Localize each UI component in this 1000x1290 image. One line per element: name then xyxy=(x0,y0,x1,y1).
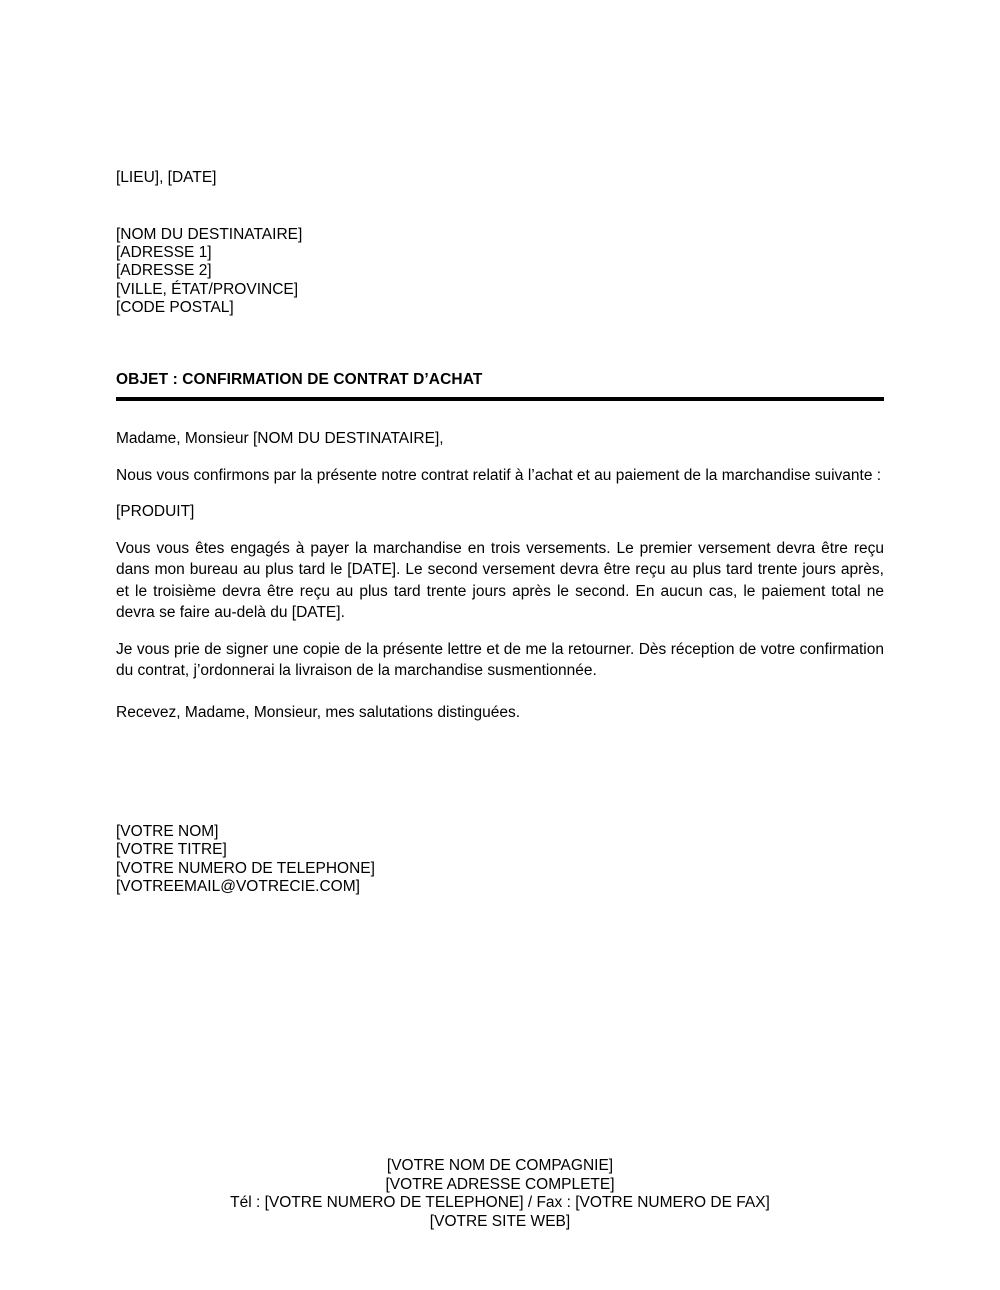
signature-phone: [VOTRE NUMERO DE TELEPHONE] xyxy=(116,859,375,877)
footer-website: [VOTRE SITE WEB] xyxy=(429,1212,571,1230)
body-paragraph-2: Vous vous êtes engagés à payer la marchandise en trois versements. Le premier versement devra être reçu dans mon bureau au plus tard le [DATE]. Le second versement devra être reçu au plus tard trente jours après, et le troisième devra être reçu au plus tard trente jours après le second. En aucun cas, le paiement total ne devra se faire au-delà du [DATE]. xyxy=(116,539,884,621)
signature-email: [VOTREEMAIL@VOTRECIE.COM] xyxy=(116,878,360,896)
body-salutation: Madame, Monsieur [NOM DU DESTINATAIRE], xyxy=(116,430,444,447)
signature-title: [VOTRE TITRE] xyxy=(116,841,227,859)
signature-name: [VOTRE NOM] xyxy=(116,823,219,840)
letter-body xyxy=(116,428,884,738)
body-closing: Recevez, Madame, Monsieur, mes salutations distinguées. xyxy=(116,703,521,721)
footer-address: [VOTRE ADRESSE COMPLETE] xyxy=(385,1175,615,1193)
subject-line: OBJET : CONFIRMATION DE CONTRAT D’ACHAT xyxy=(116,371,483,388)
body-paragraph-1: Nous vous confirmons par la présente notre contrat relatif à l’achat et au paiement de la marchandise suivante : xyxy=(116,466,882,484)
body-product-placeholder: [PRODUIT] xyxy=(116,503,195,520)
recipient-city-state: [VILLE, ÉTAT/PROVINCE] xyxy=(116,280,299,298)
date-location-line xyxy=(116,168,217,187)
page-footer xyxy=(0,1157,1000,1231)
recipient-name: [NOM DU DESTINATAIRE] xyxy=(116,226,303,243)
recipient-address-1: [ADRESSE 1] xyxy=(116,244,212,262)
signature-block xyxy=(116,823,375,897)
recipient-address-2: [ADRESSE 2] xyxy=(116,262,212,280)
subject-divider-rule xyxy=(116,397,884,401)
footer-phone-fax: Tél : [VOTRE NUMERO DE TELEPHONE] / Fax : [VOTRE NUMERO DE FAX] xyxy=(230,1194,770,1212)
recipient-address-block xyxy=(116,226,302,317)
footer-company-name: [VOTRE NOM DE COMPAGNIE] xyxy=(386,1157,614,1174)
recipient-postal-code: [CODE POSTAL] xyxy=(116,298,234,316)
body-paragraph-3: Je vous prie de signer une copie de la présente lettre et de me la retourner. Dès réception de votre confirmation du contrat, j’ordonnerai la livraison de la marchandise susmentionnée. xyxy=(116,640,884,679)
date-location-text: [LIEU], [DATE] xyxy=(116,169,217,186)
